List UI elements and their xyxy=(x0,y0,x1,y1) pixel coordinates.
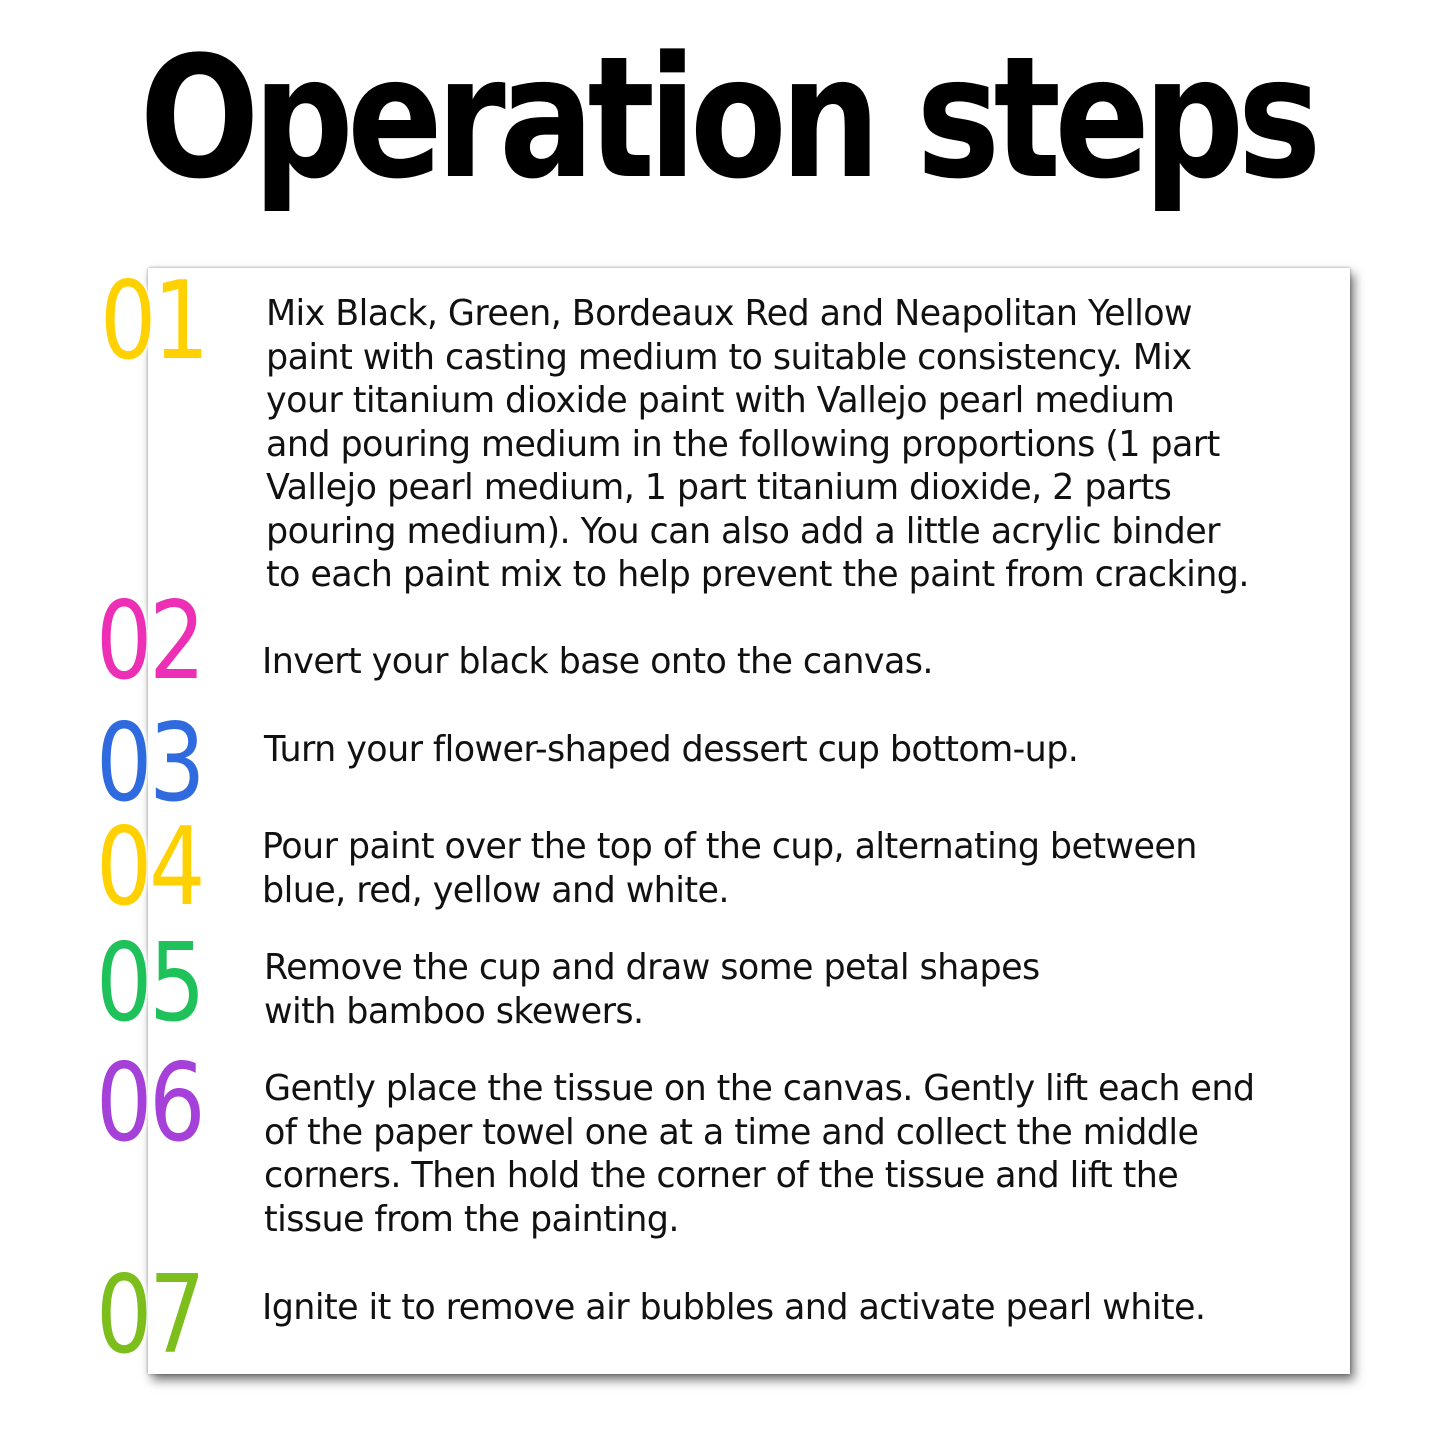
step-number-03: 03 xyxy=(96,701,203,826)
step-number-07: 07 xyxy=(96,1253,203,1378)
step-text-01: Mix Black, Green, Bordeaux Red and Neapolitan Yellow paint with casting medium to suitable consistency. Mix your titanium dioxide paint with Vallejo pearl medium and pouring medium in the following proportions (1 part Vallejo pearl medium, 1 part titanium dioxide, 2 parts pouring medium). You can also add a little acrylic binder to each paint mix to help prevent the paint from cracking. xyxy=(266,293,1249,595)
step-number-02: 02 xyxy=(96,579,203,704)
step-number-04: 04 xyxy=(96,805,203,930)
page-title: Operation steps xyxy=(139,20,1315,216)
step-number-05: 05 xyxy=(96,921,203,1046)
step-number-06: 06 xyxy=(96,1041,203,1166)
step-text-06: Gently place the tissue on the canvas. Gently lift each end of the paper towel one at a time and collect the middle corners. Then hold the corner of the tissue and lift the tissue from the painting. xyxy=(264,1068,1255,1240)
step-text-05: Remove the cup and draw some petal shapes with bamboo skewers. xyxy=(264,947,1040,1032)
step-text-03: Turn your flower-shaped dessert cup bottom-up. xyxy=(264,729,1079,770)
step-number-01: 01 xyxy=(100,259,207,384)
step-text-02: Invert your black base onto the canvas. xyxy=(262,641,933,682)
step-text-07: Ignite it to remove air bubbles and activate pearl white. xyxy=(262,1287,1206,1328)
step-text-04: Pour paint over the top of the cup, alternating between blue, red, yellow and white. xyxy=(262,826,1197,911)
